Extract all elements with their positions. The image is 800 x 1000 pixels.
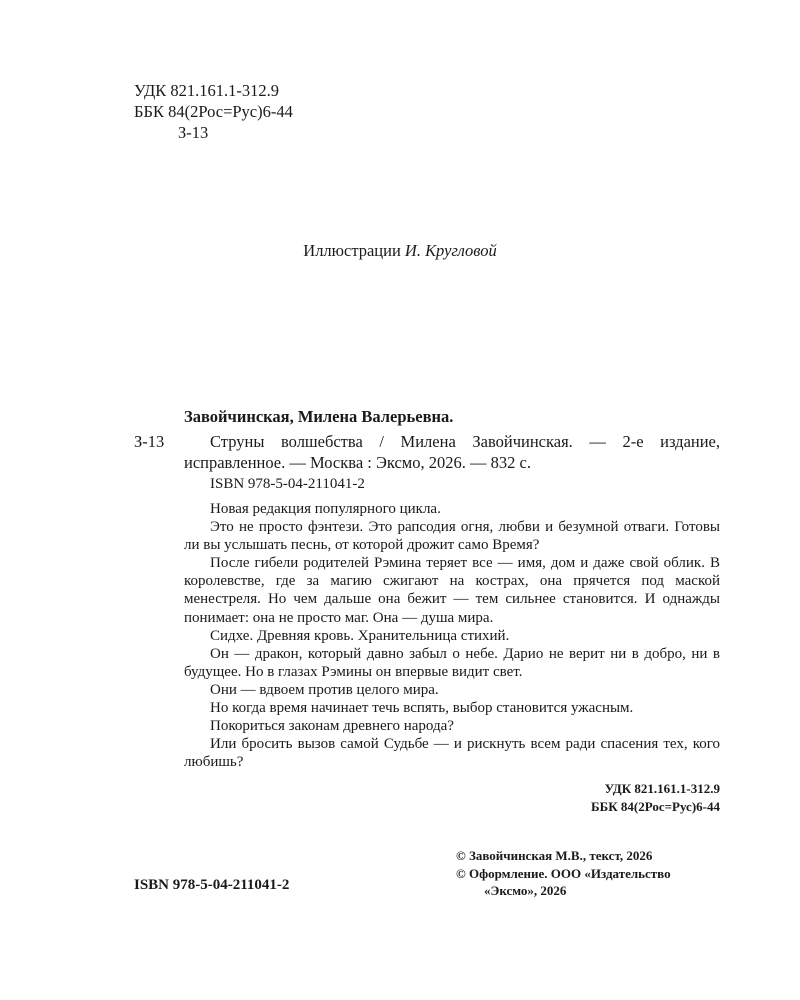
footer-udk: УДК 821.161.1-312.9 (604, 781, 720, 796)
catalog-isbn: ISBN 978-5-04-211041-2 (210, 476, 365, 492)
author-heading: Завойчинская, Милена Валерьевна. (184, 407, 454, 426)
annotation-paragraph: Или бросить вызов самой Судьбе — и рискнуть всем ради спасения тех, кого любишь? (184, 736, 720, 771)
footer-isbn: ISBN 978-5-04-211041-2 (134, 877, 290, 893)
annotation-paragraph: Это не просто фэнтези. Это рапсодия огня, любви и безумной отваги. Готовы ли вы услышать песнь, от которой дрожит само Время? (184, 519, 720, 554)
illustrations-label: Иллюстрации (303, 241, 401, 260)
illustrator-name: И. Кругловой (404, 241, 497, 260)
annotation-paragraph: Покориться законам древнего народа? (210, 718, 454, 735)
annotation (184, 500, 720, 771)
bibliographic-description: Струны волшебства / Милена Завойчинская. — 2-е издание, исправленное. — Москва : Эксмо, 2026. — 832 с. (184, 432, 720, 472)
annotation-paragraph: Он — дракон, который давно забыл о небе. Дарио не верит ни в добро, ни в будущее. Но в глазах Рэмины он впервые видит свет. (184, 645, 720, 680)
annotation-paragraph: Новая редакция популярного цикла. (210, 501, 441, 517)
footer-codes (440, 780, 720, 816)
annotation-paragraph: Они — вдвоем против целого мира. (210, 681, 439, 698)
illustrations-credit (0, 241, 800, 261)
annotation-paragraph: После гибели родителей Рэмина теряет все — имя, дом и даже свой облик. В королевстве, где за магию сжигают на кострах, она прячется под маской менестреля. Но чем дальше она бежит — тем сильнее становится. И однажды понимает: она не просто маг. Она — душа мира. (184, 555, 720, 626)
udk-code: УДК 821.161.1-312.9 (134, 81, 280, 100)
copyright-design: © Оформление. ООО «Издательство (456, 865, 671, 881)
footer-bbk: ББК 84(2Рос=Рус)6-44 (591, 799, 720, 814)
copyright-block (456, 847, 726, 900)
author-mark: З-13 (178, 123, 209, 142)
copyright-design-cont: «Эксмо», 2026 (484, 883, 567, 898)
copyright-text: © Завойчинская М.В., текст, 2026 (456, 848, 653, 863)
bbk-code: ББК 84(2Рос=Рус)6-44 (134, 102, 293, 121)
annotation-paragraph: Но когда время начинает течь вспять, выбор становится ужасным. (210, 700, 634, 717)
classification-codes (134, 80, 293, 143)
catalog-author-mark: З-13 (134, 432, 165, 451)
annotation-paragraph: Сидхе. Древняя кровь. Хранительница стихий. (210, 627, 510, 644)
